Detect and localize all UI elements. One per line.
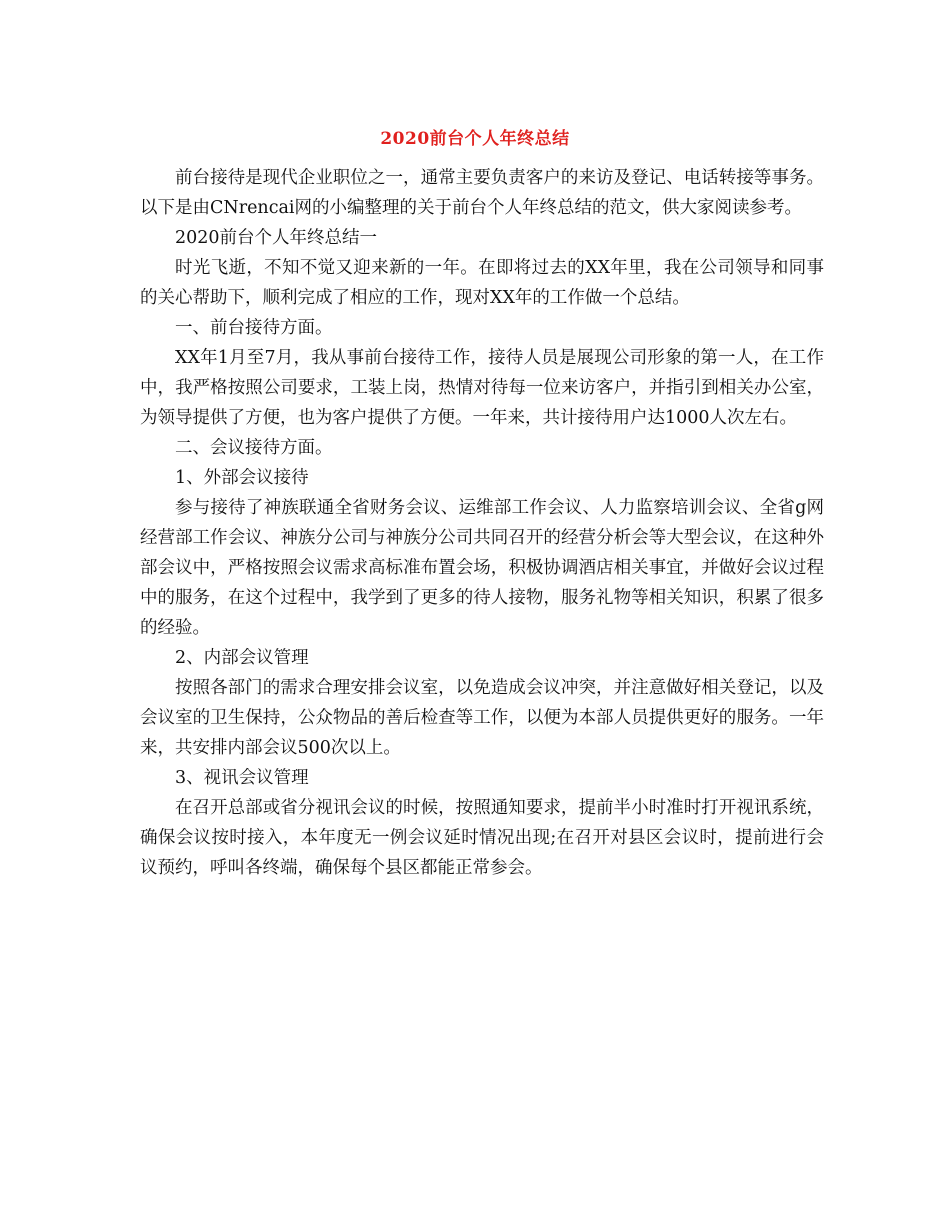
- paragraph-external-meetings: 参与接待了神族联通全省财务会议、运维部工作会议、人力监察培训会议、全省g网经营部工作会议、神族分公司与神族分公司共同召开的经营分析会等大型会议，在这种外部会议中，严格按照会议需求高标准布置会场，积极协调酒店相关事宜，并做好会议过程中的服务，在这个过程中，我学到了更多的待人接物，服务礼物等相关知识，积累了很多的经验。: [140, 498, 824, 638]
- section-heading-meetings: 二、会议接待方面。: [175, 438, 333, 458]
- paragraph-front-desk: XX年1月至7月，我从事前台接待工作，接待人员是展现公司形象的第一人，在工作中，我严格按照公司要求，工装上岗，热情对待每一位来访客户，并指引到相关办公室，为领导提供了方便，也为客户提供了方便。一年来，共计接待用户达1000人次左右。: [140, 348, 824, 428]
- section-heading-summary-one: 2020前台个人年终总结一: [175, 228, 378, 248]
- paragraph-internal-meetings: 按照各部门的需求合理安排会议室，以免造成会议冲突，并注意做好相关登记，以及会议室的卫生保持，公众物品的善后检查等工作，以便为本部人员提供更好的服务。一年来，共安排内部会议500次以上。: [140, 678, 824, 758]
- paragraph-opening: 时光飞逝，不知不觉又迎来新的一年。在即将过去的XX年里，我在公司领导和同事的关心帮助下，顺利完成了相应的工作，现对XX年的工作做一个总结。: [140, 258, 824, 308]
- subheading-video-meetings: 3、视讯会议管理: [175, 768, 309, 788]
- document-title: 2020前台个人年终总结: [380, 129, 570, 149]
- paragraph-intro: 前台接待是现代企业职位之一，通常主要负责客户的来访及登记、电话转接等事务。以下是由CNrencai网的小编整理的关于前台个人年终总结的范文，供大家阅读参考。: [140, 168, 824, 218]
- section-heading-front-desk: 一、前台接待方面。: [175, 318, 333, 338]
- subheading-internal-meetings: 2、内部会议管理: [175, 648, 309, 668]
- subheading-external-meetings: 1、外部会议接待: [175, 468, 309, 488]
- paragraph-video-meetings: 在召开总部或省分视讯会议的时候，按照通知要求，提前半小时准时打开视讯系统，确保会议按时接入，本年度无一例会议延时情况出现;在召开对县区会议时，提前进行会议预约，呼叫各终端，确保每个县区都能正常参会。: [140, 798, 824, 878]
- document-body: [140, 163, 824, 883]
